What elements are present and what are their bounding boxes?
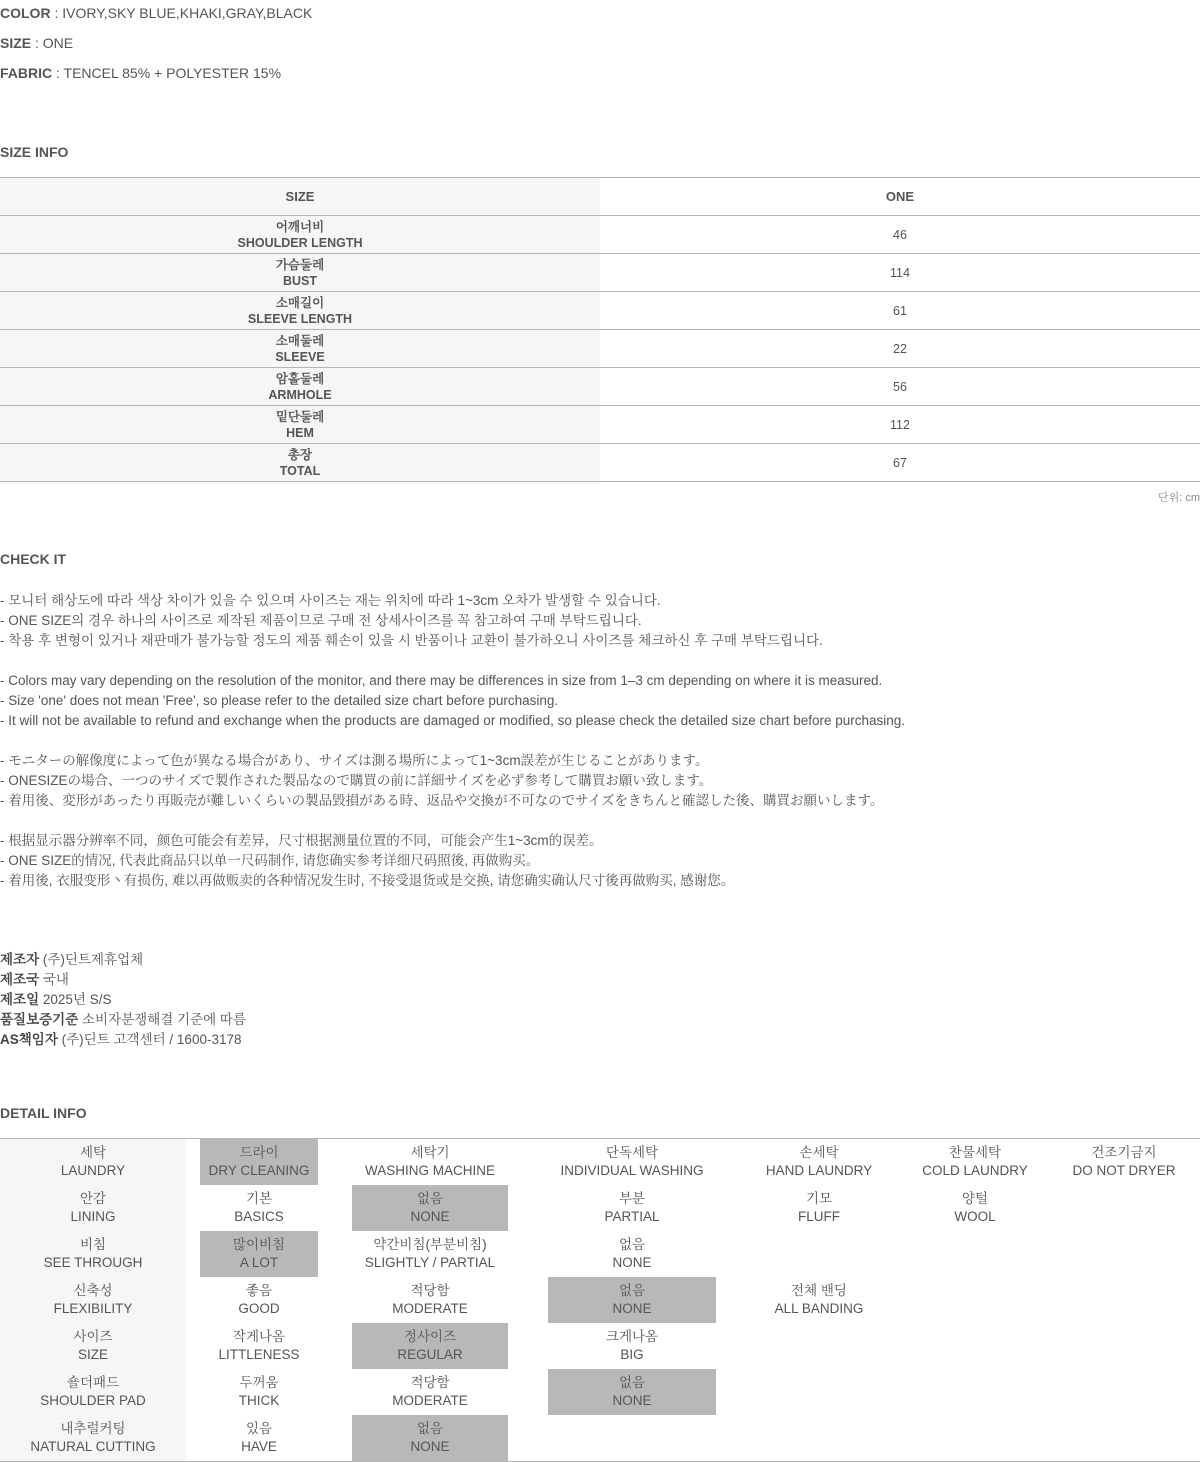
detail-row xyxy=(0,1369,1200,1415)
check-note-zh: - ONE SIZE的情况, 代表此商品只以单一尺码制作, 请您确实参考详细尺码照後, 再做购买。 xyxy=(0,853,540,868)
selected-highlight xyxy=(352,1415,508,1461)
check-note-ko: - 착용 후 변형이 있거나 재판매가 불가능할 정도의 제품 훼손이 있을 시 반품이나 교환이 불가하오니 사이즈를 체크하신 후 구매 부탁드립니다. xyxy=(0,633,823,648)
detail-option xyxy=(736,1415,902,1461)
detail-option-en: GOOD xyxy=(238,1301,280,1316)
detail-option xyxy=(902,1415,1048,1461)
detail-option-selected xyxy=(528,1277,736,1323)
detail-option-ko: 건조기금지 xyxy=(1091,1145,1157,1160)
detail-option xyxy=(186,1323,332,1369)
check-note-ko: - 모니터 해상도에 따라 색상 차이가 있을 수 있으며 사이즈는 재는 위치에 따라 1~3cm 오차가 발생할 수 있습니다. xyxy=(0,593,661,608)
size-table-header xyxy=(0,178,1200,216)
color-spec xyxy=(0,5,312,21)
check-it-title: CHECK IT xyxy=(0,551,67,567)
size-table-row xyxy=(0,368,1200,406)
selected-highlight xyxy=(548,1369,716,1415)
detail-option xyxy=(736,1323,902,1369)
detail-option-en: PARTIAL xyxy=(604,1209,660,1224)
detail-row xyxy=(0,1231,1200,1277)
detail-category-ko: 비침 xyxy=(79,1237,107,1252)
detail-option-selected xyxy=(186,1139,332,1185)
size-header-value: ONE xyxy=(600,178,1200,216)
fabric-label: FABRIC xyxy=(0,65,53,81)
size-info-title: SIZE INFO xyxy=(0,144,69,160)
detail-option xyxy=(902,1323,1048,1369)
maker-label: 제조일 xyxy=(0,992,40,1007)
detail-info-title: DETAIL INFO xyxy=(0,1105,87,1121)
check-note-ja: - モニターの解像度によって色が異なる場合があり、サイズは測る場所によって1~3cm誤差が生じることがあります。 xyxy=(0,753,709,768)
detail-option-en: NONE xyxy=(410,1209,450,1224)
detail-option-ko: 부분 xyxy=(618,1191,646,1206)
detail-option-ko: 두꺼움 xyxy=(239,1375,279,1390)
detail-option xyxy=(902,1139,1048,1185)
detail-category xyxy=(0,1277,186,1323)
color-label: COLOR xyxy=(0,5,51,21)
maker-row xyxy=(0,950,246,970)
detail-option-en: INDIVIDUAL WASHING xyxy=(560,1163,704,1178)
detail-option-en: LITTLENESS xyxy=(218,1347,300,1362)
maker-value: (주)딘트제휴업체 xyxy=(39,952,144,967)
selected-highlight xyxy=(548,1277,716,1323)
detail-option xyxy=(528,1323,736,1369)
detail-option xyxy=(332,1277,528,1323)
detail-option-ko: 크게나옴 xyxy=(605,1329,659,1344)
detail-option-ko: 없음 xyxy=(416,1191,444,1206)
maker-label: 제조국 xyxy=(0,972,40,987)
size-table xyxy=(0,177,1200,482)
size-row-label-en: TOTAL xyxy=(279,463,321,478)
maker-value: 소비자분쟁해결 기준에 따름 xyxy=(78,1012,246,1027)
detail-option-ko: 손세탁 xyxy=(799,1145,839,1160)
detail-option xyxy=(1048,1415,1200,1461)
detail-option xyxy=(186,1277,332,1323)
detail-category xyxy=(0,1231,186,1277)
notes-gap xyxy=(0,731,905,751)
check-note-en: - Colors may vary depending on the resolution of the monitor, and there may be differences in size from 1–3 cm depending on where it is measured. xyxy=(0,673,883,688)
color-value: : IVORY,SKY BLUE,KHAKI,GRAY,BLACK xyxy=(50,5,313,21)
detail-option xyxy=(902,1277,1048,1323)
detail-option-ko: 좋음 xyxy=(245,1283,273,1298)
detail-option-selected xyxy=(332,1185,528,1231)
detail-option-ko: 양털 xyxy=(961,1191,989,1206)
detail-option xyxy=(332,1231,528,1277)
detail-option-ko: 있음 xyxy=(245,1421,273,1436)
detail-option-en: COLD LAUNDRY xyxy=(922,1163,1028,1178)
size-row-label-en: SHOULDER LENGTH xyxy=(237,235,363,250)
detail-option-en: NONE xyxy=(612,1301,652,1316)
check-it-notes xyxy=(0,591,905,891)
notes-gap xyxy=(0,651,905,671)
detail-option-ko: 정사이즈 xyxy=(403,1329,457,1344)
detail-row xyxy=(0,1277,1200,1323)
detail-option xyxy=(528,1415,736,1461)
selected-highlight xyxy=(200,1139,318,1185)
size-table-row xyxy=(0,330,1200,368)
selected-highlight xyxy=(200,1231,318,1277)
detail-option-en: REGULAR xyxy=(397,1347,463,1362)
unit-note: 단위: cm xyxy=(1157,492,1200,504)
fabric-value: : TENCEL 85% + POLYESTER 15% xyxy=(52,65,282,81)
detail-option-en: A LOT xyxy=(239,1255,279,1270)
maker-value: 국내 xyxy=(39,972,69,987)
check-note-ko: - ONE SIZE의 경우 하나의 사이즈로 제작된 제품이므로 구매 전 상세사이즈를 꼭 참고하여 구매 부탁드립니다. xyxy=(0,613,642,628)
size-row-label-en: SLEEVE LENGTH xyxy=(247,311,353,326)
detail-category xyxy=(0,1185,186,1231)
detail-option xyxy=(528,1185,736,1231)
detail-category-en: FLEXIBILITY xyxy=(53,1301,133,1316)
check-note-zh: - 根据显示器分辨率不同，颜色可能会有差异，尺寸根据测量位置的不同，可能会产生1~3cm的误差。 xyxy=(0,833,603,848)
detail-category-en: LINING xyxy=(70,1209,116,1224)
detail-category-ko: 사이즈 xyxy=(73,1329,113,1344)
detail-option-en: HAVE xyxy=(241,1439,277,1454)
detail-option-ko: 전체 밴딩 xyxy=(791,1283,847,1298)
size-row-value: 46 xyxy=(600,216,1200,254)
size-table-row xyxy=(0,254,1200,292)
size-row-label-ko: 암홀둘레 xyxy=(275,371,325,386)
detail-category-ko: 숄더패드 xyxy=(66,1375,120,1390)
detail-option xyxy=(902,1369,1048,1415)
detail-option-en: NONE xyxy=(410,1439,450,1454)
detail-category xyxy=(0,1139,186,1185)
detail-option xyxy=(528,1139,736,1185)
detail-category-en: LAUNDRY xyxy=(60,1163,126,1178)
detail-option-en: THICK xyxy=(238,1393,280,1408)
size-row-value: 61 xyxy=(600,292,1200,330)
size-row-label xyxy=(0,330,600,368)
size-row-label-ko: 밑단둘레 xyxy=(275,409,325,424)
detail-option-en: HAND LAUNDRY xyxy=(765,1163,873,1178)
maker-info xyxy=(0,950,246,1050)
size-row-label-en: BUST xyxy=(282,273,318,288)
detail-option xyxy=(186,1415,332,1461)
detail-option xyxy=(736,1231,902,1277)
detail-option xyxy=(736,1277,902,1323)
maker-value: 2025년 S/S xyxy=(39,992,112,1007)
maker-label: AS책임자 xyxy=(0,1032,58,1047)
detail-category-ko: 세탁 xyxy=(79,1145,107,1160)
detail-option xyxy=(332,1369,528,1415)
maker-row xyxy=(0,1010,246,1030)
detail-option xyxy=(186,1185,332,1231)
detail-option-ko: 없음 xyxy=(416,1421,444,1436)
size-row-value: 67 xyxy=(600,444,1200,482)
detail-option-en: DRY CLEANING xyxy=(208,1163,310,1178)
detail-option-selected xyxy=(528,1369,736,1415)
detail-option-ko: 작게나옴 xyxy=(232,1329,286,1344)
detail-option xyxy=(736,1185,902,1231)
size-row-label-ko: 총장 xyxy=(287,447,313,462)
fabric-spec xyxy=(0,65,281,81)
detail-option xyxy=(1048,1323,1200,1369)
detail-option-ko: 없음 xyxy=(618,1375,646,1390)
detail-option-en: WOOL xyxy=(954,1209,996,1224)
detail-option-en: NONE xyxy=(612,1255,652,1270)
detail-option-ko: 드라이 xyxy=(239,1145,279,1160)
detail-option-en: FLUFF xyxy=(798,1209,840,1224)
size-row-label-ko: 가슴둘레 xyxy=(275,257,325,272)
detail-option-en: ALL BANDING xyxy=(774,1301,864,1316)
detail-option-en: WASHING MACHINE xyxy=(364,1163,495,1178)
detail-option-ko: 세탁기 xyxy=(410,1145,450,1160)
detail-category-en: SIZE xyxy=(77,1347,108,1362)
detail-option-ko: 없음 xyxy=(618,1283,646,1298)
detail-option-ko: 찬물세탁 xyxy=(948,1145,1002,1160)
detail-option xyxy=(902,1185,1048,1231)
size-row-label xyxy=(0,292,600,330)
detail-option xyxy=(736,1369,902,1415)
size-row-label-ko: 어깨너비 xyxy=(275,219,325,234)
detail-option-en: DO NOT DRYER xyxy=(1072,1163,1176,1178)
detail-option xyxy=(332,1139,528,1185)
size-row-label-en: SLEEVE xyxy=(275,349,325,364)
detail-row xyxy=(0,1323,1200,1369)
size-spec xyxy=(0,35,73,51)
size-table-row xyxy=(0,216,1200,254)
detail-option-ko: 많이비침 xyxy=(232,1237,286,1252)
size-header-label: SIZE xyxy=(0,178,600,216)
detail-option xyxy=(1048,1277,1200,1323)
detail-option-ko: 약간비침(부분비침) xyxy=(373,1237,487,1252)
detail-option-selected xyxy=(332,1323,528,1369)
maker-value: (주)딘트 고객센터 / 1600-3178 xyxy=(57,1032,242,1047)
detail-row xyxy=(0,1185,1200,1231)
size-table-row xyxy=(0,292,1200,330)
detail-category-ko: 내추럴커팅 xyxy=(60,1421,126,1436)
detail-option xyxy=(902,1231,1048,1277)
detail-option xyxy=(1048,1139,1200,1185)
detail-option-ko: 단독세탁 xyxy=(605,1145,659,1160)
detail-option-en: BASICS xyxy=(234,1209,284,1224)
size-row-label xyxy=(0,368,600,406)
check-note-zh: - 着用後, 衣服变形丶有损伤, 难以再做贩卖的各种情况发生时, 不接受退货或是交换, 请您确实确认尺寸後再做购买, 感谢您。 xyxy=(0,873,735,888)
detail-option-en: MODERATE xyxy=(392,1301,468,1316)
detail-table xyxy=(0,1138,1200,1462)
size-row-label xyxy=(0,444,600,482)
detail-option xyxy=(736,1139,902,1185)
detail-option-ko: 없음 xyxy=(618,1237,646,1252)
size-row-value: 114 xyxy=(600,254,1200,292)
detail-option xyxy=(186,1369,332,1415)
maker-row xyxy=(0,990,246,1010)
maker-label: 품질보증기준 xyxy=(0,1012,79,1027)
size-row-label-en: HEM xyxy=(286,425,314,440)
selected-highlight xyxy=(352,1323,508,1369)
detail-row xyxy=(0,1139,1200,1185)
size-row-label xyxy=(0,216,600,254)
detail-category-ko: 신축성 xyxy=(73,1283,113,1298)
size-row-label-en: ARMHOLE xyxy=(268,387,332,402)
detail-category-en: NATURAL CUTTING xyxy=(30,1439,156,1454)
detail-option-ko: 기모 xyxy=(805,1191,833,1206)
maker-row xyxy=(0,1030,246,1050)
check-note-ja: - ONESIZEの場合、一つのサイズで製作された製品なので購買の前に詳細サイズを必ず参考して購買お願い致します。 xyxy=(0,773,713,788)
detail-option-selected xyxy=(332,1415,528,1461)
detail-category-en: SEE THROUGH xyxy=(43,1255,143,1270)
check-note-en: - It will not be available to refund and exchange when the products are damaged or modified, so please check the detailed size chart before purchasing. xyxy=(0,713,906,728)
detail-option-ko: 적당함 xyxy=(410,1375,450,1390)
detail-option-ko: 적당함 xyxy=(410,1283,450,1298)
detail-option xyxy=(1048,1369,1200,1415)
detail-option-en: SLIGHTLY / PARTIAL xyxy=(364,1255,496,1270)
detail-category-ko: 안감 xyxy=(79,1191,107,1206)
detail-category xyxy=(0,1415,186,1461)
selected-highlight xyxy=(352,1185,508,1231)
size-row-label-ko: 소매길이 xyxy=(275,295,325,310)
size-row-value: 112 xyxy=(600,406,1200,444)
size-row-value: 22 xyxy=(600,330,1200,368)
detail-category xyxy=(0,1369,186,1415)
detail-category xyxy=(0,1323,186,1369)
size-row-value: 56 xyxy=(600,368,1200,406)
detail-option xyxy=(528,1231,736,1277)
size-value: : ONE xyxy=(31,35,74,51)
notes-gap xyxy=(0,811,905,831)
detail-option xyxy=(1048,1231,1200,1277)
detail-option-en: NONE xyxy=(612,1393,652,1408)
detail-option-selected xyxy=(186,1231,332,1277)
check-note-en: - Size 'one' does not mean 'Free', so please refer to the detailed size chart before purchasing. xyxy=(0,693,559,708)
size-row-label xyxy=(0,406,600,444)
detail-category-en: SHOULDER PAD xyxy=(40,1393,146,1408)
maker-row xyxy=(0,970,246,990)
size-table-row xyxy=(0,444,1200,482)
size-label: SIZE xyxy=(0,35,32,51)
detail-option-ko: 기본 xyxy=(245,1191,273,1206)
detail-option xyxy=(1048,1185,1200,1231)
detail-row xyxy=(0,1415,1200,1461)
size-row-label-ko: 소매둘레 xyxy=(275,333,325,348)
detail-option-en: MODERATE xyxy=(392,1393,468,1408)
maker-label: 제조자 xyxy=(0,952,40,967)
size-table-row xyxy=(0,406,1200,444)
check-note-ja: - 着用後、変形があったり再販売が難しいくらいの製品毀損がある時、返品や交換が不可なのでサイズをきちんと確認した後、購買お願いします。 xyxy=(0,793,884,808)
size-row-label xyxy=(0,254,600,292)
detail-option-en: BIG xyxy=(620,1347,644,1362)
